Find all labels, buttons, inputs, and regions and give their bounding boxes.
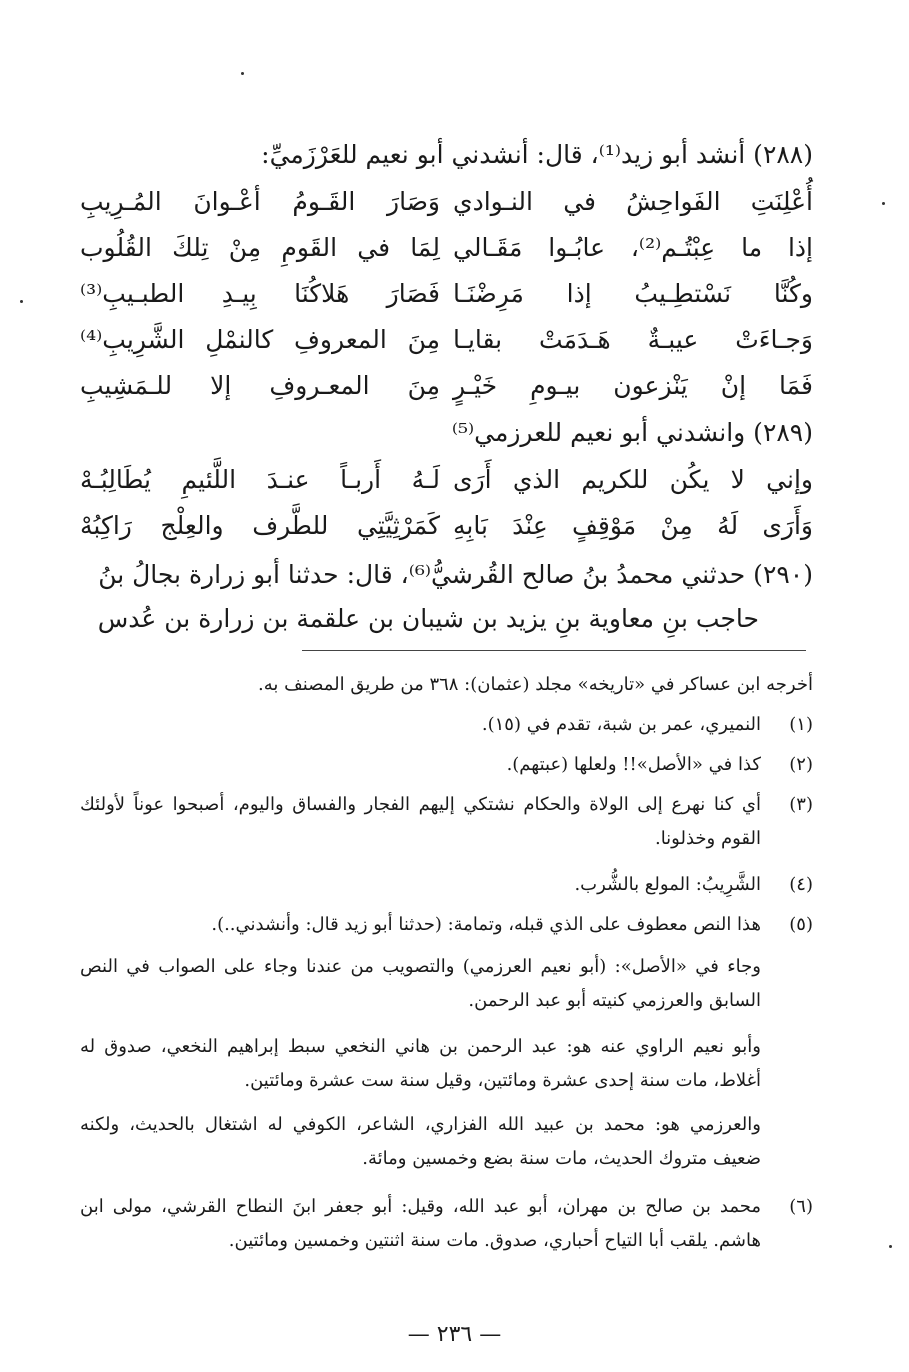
footnote-item (80, 708, 813, 742)
footnote-text: أي كنا نهرع إلى الولاة والحكام نشتكي إليهم الفجار والفساق واليوم، أصبحوا عوناً لأولئك القوم وخذلونا. (80, 794, 761, 849)
footnote-number: (٥) (789, 914, 813, 935)
verse-first-hemistich: وكُنَّا نَسْتطِـيبُ إذا مَرِضْنَـا (453, 279, 813, 308)
footnote-number: (٢) (789, 754, 813, 775)
verse-row (80, 320, 813, 360)
footnote-continuation: والعرزمي هو: محمد بن عبيد الله الفزاري، الشاعر، الكوفي له اشتغال بالحديث، ولكنه ضعيف متروك الحديث، مات سنة بضع وخمسين ومائة. (80, 1114, 761, 1169)
footnote-continuation: وجاء في «الأصل»: (أبو نعيم العرزمي) والتصويب من عندنا وجاء على الصواب في النص السابق والعرزمي كنيته أبو عبد الرحمن. (80, 956, 761, 1011)
verse-first-hemistich: وَجـاءَتْ عيبـةٌ هَـدَمَتْ بقايـا (453, 325, 813, 354)
footnote-continuation: وأبو نعيم الراوي عنه هو: عبد الرحمن بن هاني النخعي سبط إبراهيم النخعي، صدوق له أغلاط، مات سنة إحدى عشرة ومائتين، وقيل سنة ست عشرة ومائتين. (80, 1036, 761, 1091)
footnote-item (80, 748, 813, 782)
entry-290-line: (٢٩٠) حدثني محمدُ بنُ صالح القُرشيُّ⁽⁶⁾، قال: حدثنا أبو زرارة بجالُ بنُ (98, 560, 813, 589)
verse-second-hemistich: كَمَرْثِيَّتِي للطَّرف والعِلْج رَاكِبُهْ (80, 511, 440, 540)
footnote-item (80, 868, 813, 902)
verse-first-hemistich: فَمَا إنْ يَنْزعون بيـومِ خَيْـرٍ (453, 371, 813, 400)
footnote-text: كذا في «الأصل»!! ولعلها (عبتهم). (506, 754, 761, 775)
verse-first-hemistich: إذا ما عِبْتُـم⁽²⁾، عابُـوا مَقَـالي (453, 233, 813, 262)
footnote-item (80, 908, 813, 942)
footnote-text: هذا النص معطوف على الذي قبله، وتمامة: (حدثنا أبو زيد قال: وأنشدني..). (211, 914, 761, 935)
footnote-text: محمد بن صالح بن مهران، أبو عبد الله، وقيل: أبو جعفر ابنَ النطاح القرشي، مولى ابن هاشم. يلقب أبا التياح أحباري، صدوق. مات سنة اثنتين وخمسين ومائتين. (80, 1196, 761, 1251)
verse-second-hemistich: لَـهُ أَربـاً عنـدَ اللَّئيمِ يُطَالِبُـهْ (80, 465, 440, 494)
footnote-divider (302, 650, 806, 651)
footnote-intro: أخرجه ابن عساكر في «تاريخه» مجلد (عثمان): ٣٦٨ من طريق المصنف به. (257, 674, 813, 695)
verse-row (80, 460, 813, 500)
verse-row (80, 506, 813, 546)
verse-second-hemistich: مِنَ المعـروفِ إلا للـمَشِيبِ (80, 371, 440, 400)
verse-second-hemistich: فَصَارَ هَلاكُنَا بِيـدِ الطبـيبِ⁽³⁾ (80, 279, 440, 308)
footnote-number: (١) (789, 714, 813, 735)
entry-288-heading: (٢٨٨) أنشد أبو زيد⁽¹⁾، قال: أنشدني أبو نعيم للعَرْزَميِّ: (261, 140, 813, 169)
footnote-number: (٦) (789, 1196, 813, 1217)
page-number: — ٢٣٦ — (407, 1322, 502, 1347)
entry-289-heading: (٢٨٩) وانشدني أبو نعيم للعرزمي⁽⁵⁾ (451, 418, 813, 447)
verse-row (80, 274, 813, 314)
footnote-item (80, 788, 813, 856)
scan-speck (20, 300, 23, 303)
scan-speck (889, 1245, 892, 1248)
verse-second-hemistich: لِمَا في القَومِ مِنْ تِلكَ القُلُوب (80, 233, 440, 262)
scan-speck (241, 72, 244, 75)
verse-row (80, 366, 813, 406)
scan-speck (882, 202, 885, 205)
entry-290-line: حاجب بنِ معاوية بنِ يزيد بن شيبان بن علقمة بن زرارة بن عُدس (97, 604, 759, 633)
footnote-number: (٣) (789, 794, 813, 815)
verse-first-hemistich: وَأَرَى لَهُ مِنْ مَوْقِفٍ عِنْدَ بَابِهِ (453, 511, 813, 540)
verse-row (80, 182, 813, 222)
footnote-number: (٤) (789, 874, 813, 895)
verse-row (80, 228, 813, 268)
footnote-text: الشَّرِيبُ: المولع بالشُّرب. (574, 874, 761, 895)
verse-first-hemistich: أُعْلِنَتِ الفَواحِشُ في النـوادي (453, 187, 813, 216)
verse-first-hemistich: وإني لا يكُن للكريم الذي أَرَى (453, 465, 813, 494)
verse-second-hemistich: وَصَارَ القَـومُ أعْـوانَ المُـرِيبِ (80, 187, 440, 216)
verse-second-hemistich: مِنَ المعروفِ كالنمْلِ الشَّرِيبِ⁽⁴⁾ (80, 325, 440, 354)
footnote-item (80, 1190, 813, 1258)
footnote-text: النميري، عمر بن شبة، تقدم في (١٥). (481, 714, 761, 735)
